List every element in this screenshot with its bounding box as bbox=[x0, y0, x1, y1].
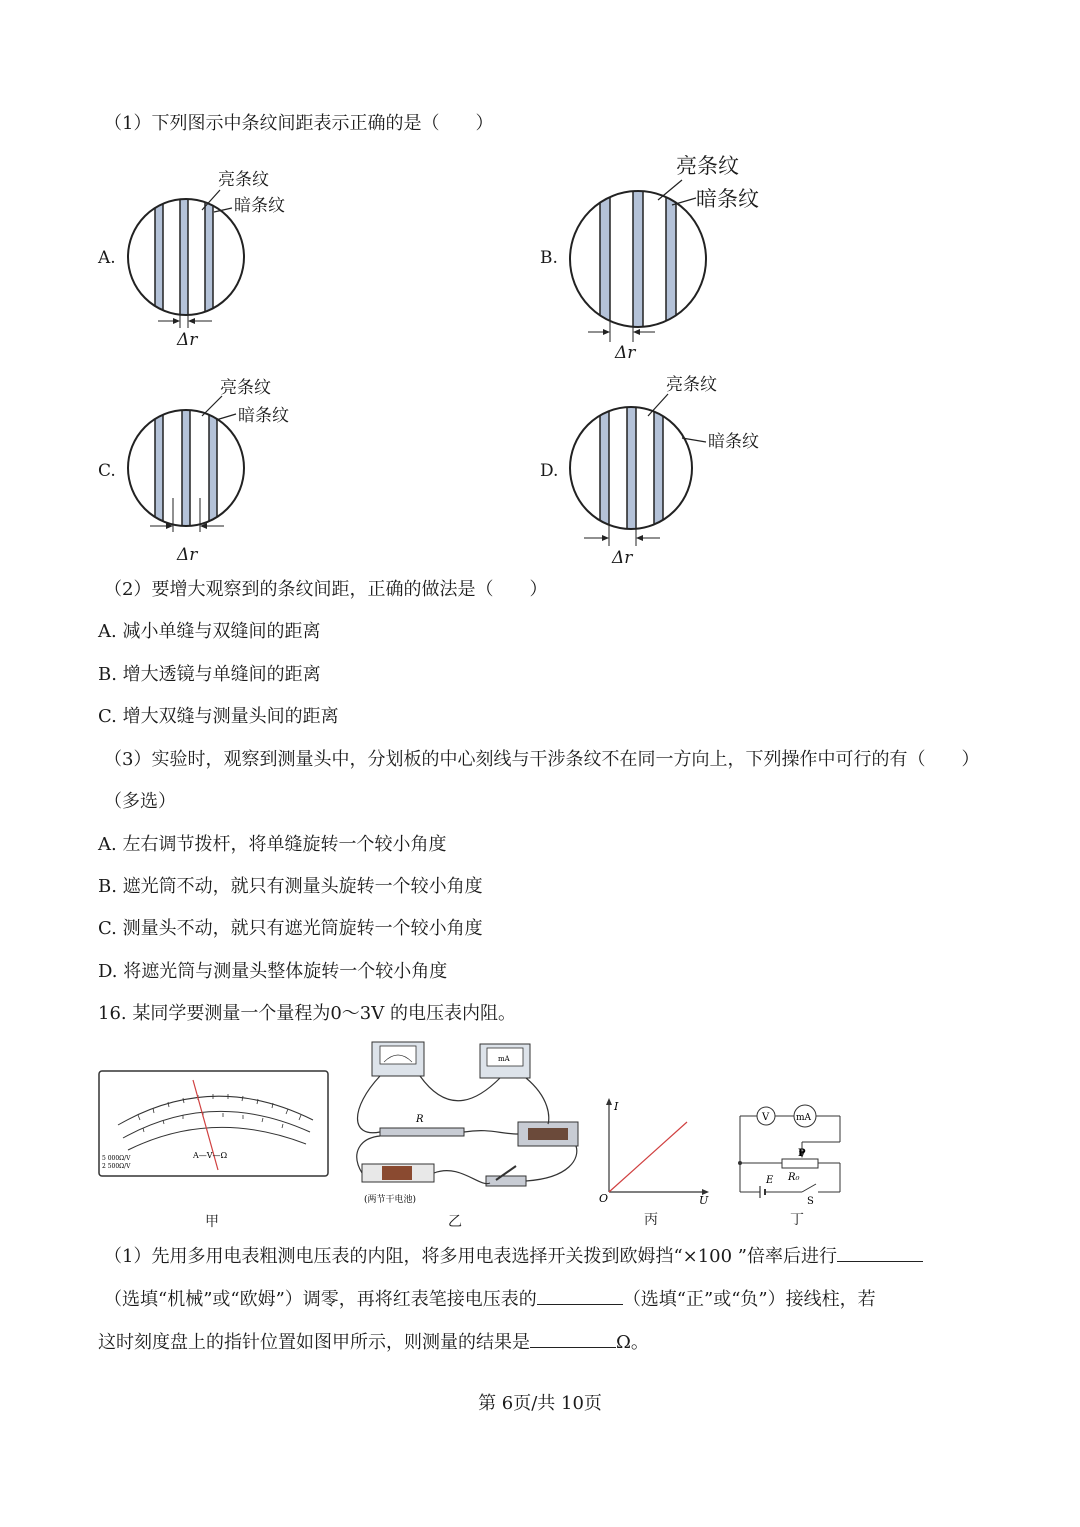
option-a-bright-label: 亮条纹 bbox=[218, 170, 269, 190]
source-label: E bbox=[766, 1175, 774, 1186]
dial-spec-1: 5 000Ω/V bbox=[102, 1155, 131, 1162]
q16-part1-line1 bbox=[104, 1243, 923, 1269]
q16-part1-text1: （1）先用多用电表粗测电压表的内阻，将多用电表选择开关拨到欧姆挡“×100 ”倍率后进行 bbox=[104, 1246, 838, 1267]
switch-device bbox=[486, 1176, 526, 1186]
resistor-label: R bbox=[416, 1114, 424, 1125]
graph-x-label: U bbox=[699, 1194, 709, 1206]
resistor-board bbox=[380, 1128, 464, 1136]
fringe-figure-d bbox=[560, 370, 780, 570]
iu-line bbox=[609, 1122, 687, 1192]
option-b-bright-label: 亮条纹 bbox=[676, 154, 739, 178]
multimeter-dial-figure bbox=[98, 1070, 330, 1178]
option-a-dark-label: 暗条纹 bbox=[234, 196, 285, 216]
rheostat-label: R₀ bbox=[788, 1172, 800, 1183]
rheostat-symbol bbox=[782, 1159, 818, 1168]
iu-graph-figure bbox=[595, 1094, 715, 1206]
figure-jia-caption: 甲 bbox=[205, 1214, 219, 1230]
figure-bing-caption: 丙 bbox=[644, 1212, 658, 1228]
option-c-bright-label: 亮条纹 bbox=[220, 378, 271, 398]
voltmeter-symbol-label: V bbox=[762, 1112, 770, 1123]
q16-part1-line3 bbox=[98, 1329, 649, 1355]
circuit-diagram-figure bbox=[732, 1100, 852, 1210]
option-c-delta: Δr bbox=[177, 545, 198, 565]
dial-spec-2: 2 500Ω/V bbox=[102, 1163, 131, 1170]
graph-y-label: I bbox=[614, 1100, 619, 1113]
battery-label: (两节干电池) bbox=[364, 1195, 417, 1205]
fringe-stripes-c bbox=[155, 400, 217, 540]
answer-blank-2[interactable] bbox=[537, 1286, 623, 1305]
part3-option-c: C. 测量头不动，就只有遮光筒旋转一个较小角度 bbox=[98, 918, 483, 939]
q16-part1-text3a: 这时刻度盘上的指针位置如图甲所示，则测量的结果是 bbox=[98, 1332, 530, 1353]
slider-label: P bbox=[798, 1148, 806, 1159]
option-b-dark-label: 暗条纹 bbox=[696, 187, 759, 211]
part2-option-c: C. 增大双缝与测量头间的距离 bbox=[98, 706, 339, 727]
part3-option-a: A. 左右调节拨杆，将单缝旋转一个较小角度 bbox=[98, 834, 447, 855]
fringe-stripes-b bbox=[600, 185, 676, 335]
fringe-figure-c bbox=[120, 370, 320, 560]
dial-center-label: A—V—Ω bbox=[193, 1151, 228, 1160]
option-c-dark-label: 暗条纹 bbox=[238, 406, 289, 426]
part3-option-b: B. 遮光筒不动，就只有测量头旋转一个较小角度 bbox=[98, 876, 483, 897]
part2-option-b: B. 增大透镜与单缝间的距离 bbox=[98, 664, 321, 685]
switch-symbol bbox=[802, 1184, 816, 1192]
part2-option-a: A. 减小单缝与双缝间的距离 bbox=[98, 621, 321, 642]
option-d-dark-label: 暗条纹 bbox=[708, 432, 759, 452]
q16-stem: 16. 某同学要测量一个量程为0～3V 的电压表内阻。 bbox=[98, 1003, 516, 1024]
ammeter-symbol-label: mA bbox=[796, 1113, 812, 1123]
switch-label: S bbox=[807, 1196, 814, 1207]
physical-circuit-figure bbox=[350, 1038, 590, 1216]
figure-ding-caption: 丁 bbox=[790, 1212, 804, 1228]
answer-blank-3[interactable] bbox=[530, 1329, 616, 1348]
q16-part1-line2 bbox=[104, 1286, 876, 1312]
option-d-delta: Δr bbox=[612, 548, 633, 568]
option-a-delta: Δr bbox=[177, 330, 198, 350]
part3-option-d: D. 将遮光筒与测量头整体旋转一个较小角度 bbox=[98, 961, 448, 982]
ammeter-unit: mA bbox=[498, 1055, 510, 1063]
q15-part3-note: （多选） bbox=[104, 791, 176, 812]
option-d-bright-label: 亮条纹 bbox=[666, 375, 717, 395]
option-d-letter: D. bbox=[540, 461, 559, 481]
q16-part1-text2a: （选填“机械”或“欧姆”）调零，再将红表笔接电压表的 bbox=[104, 1289, 537, 1310]
option-c-letter: C. bbox=[98, 461, 116, 481]
q16-part1-text2b: （选填“正”或“负”）接线柱，若 bbox=[622, 1289, 876, 1310]
q15-part1-question: （1）下列图示中条纹间距表示正确的是（ ） bbox=[104, 113, 494, 134]
option-b-delta: Δr bbox=[615, 343, 636, 363]
fringe-stripes-a bbox=[155, 190, 213, 330]
graph-origin-label: O bbox=[599, 1192, 609, 1205]
figure-yi-caption: 乙 bbox=[448, 1214, 462, 1230]
q15-part2-question: （2）要增大观察到的条纹间距，正确的做法是（ ） bbox=[104, 579, 548, 600]
page-footer: 第 6页/共 10页 bbox=[478, 1393, 602, 1414]
option-a-letter: A. bbox=[98, 248, 116, 268]
q16-part1-text3b: Ω。 bbox=[616, 1332, 649, 1353]
option-b-letter: B. bbox=[540, 248, 558, 268]
answer-blank-1[interactable] bbox=[837, 1243, 923, 1262]
q15-part3-question: （3）实验时，观察到测量头中，分划板的中心刻线与干涉条纹不在同一方向上，下列操作中可行的有（ ） bbox=[104, 749, 980, 770]
